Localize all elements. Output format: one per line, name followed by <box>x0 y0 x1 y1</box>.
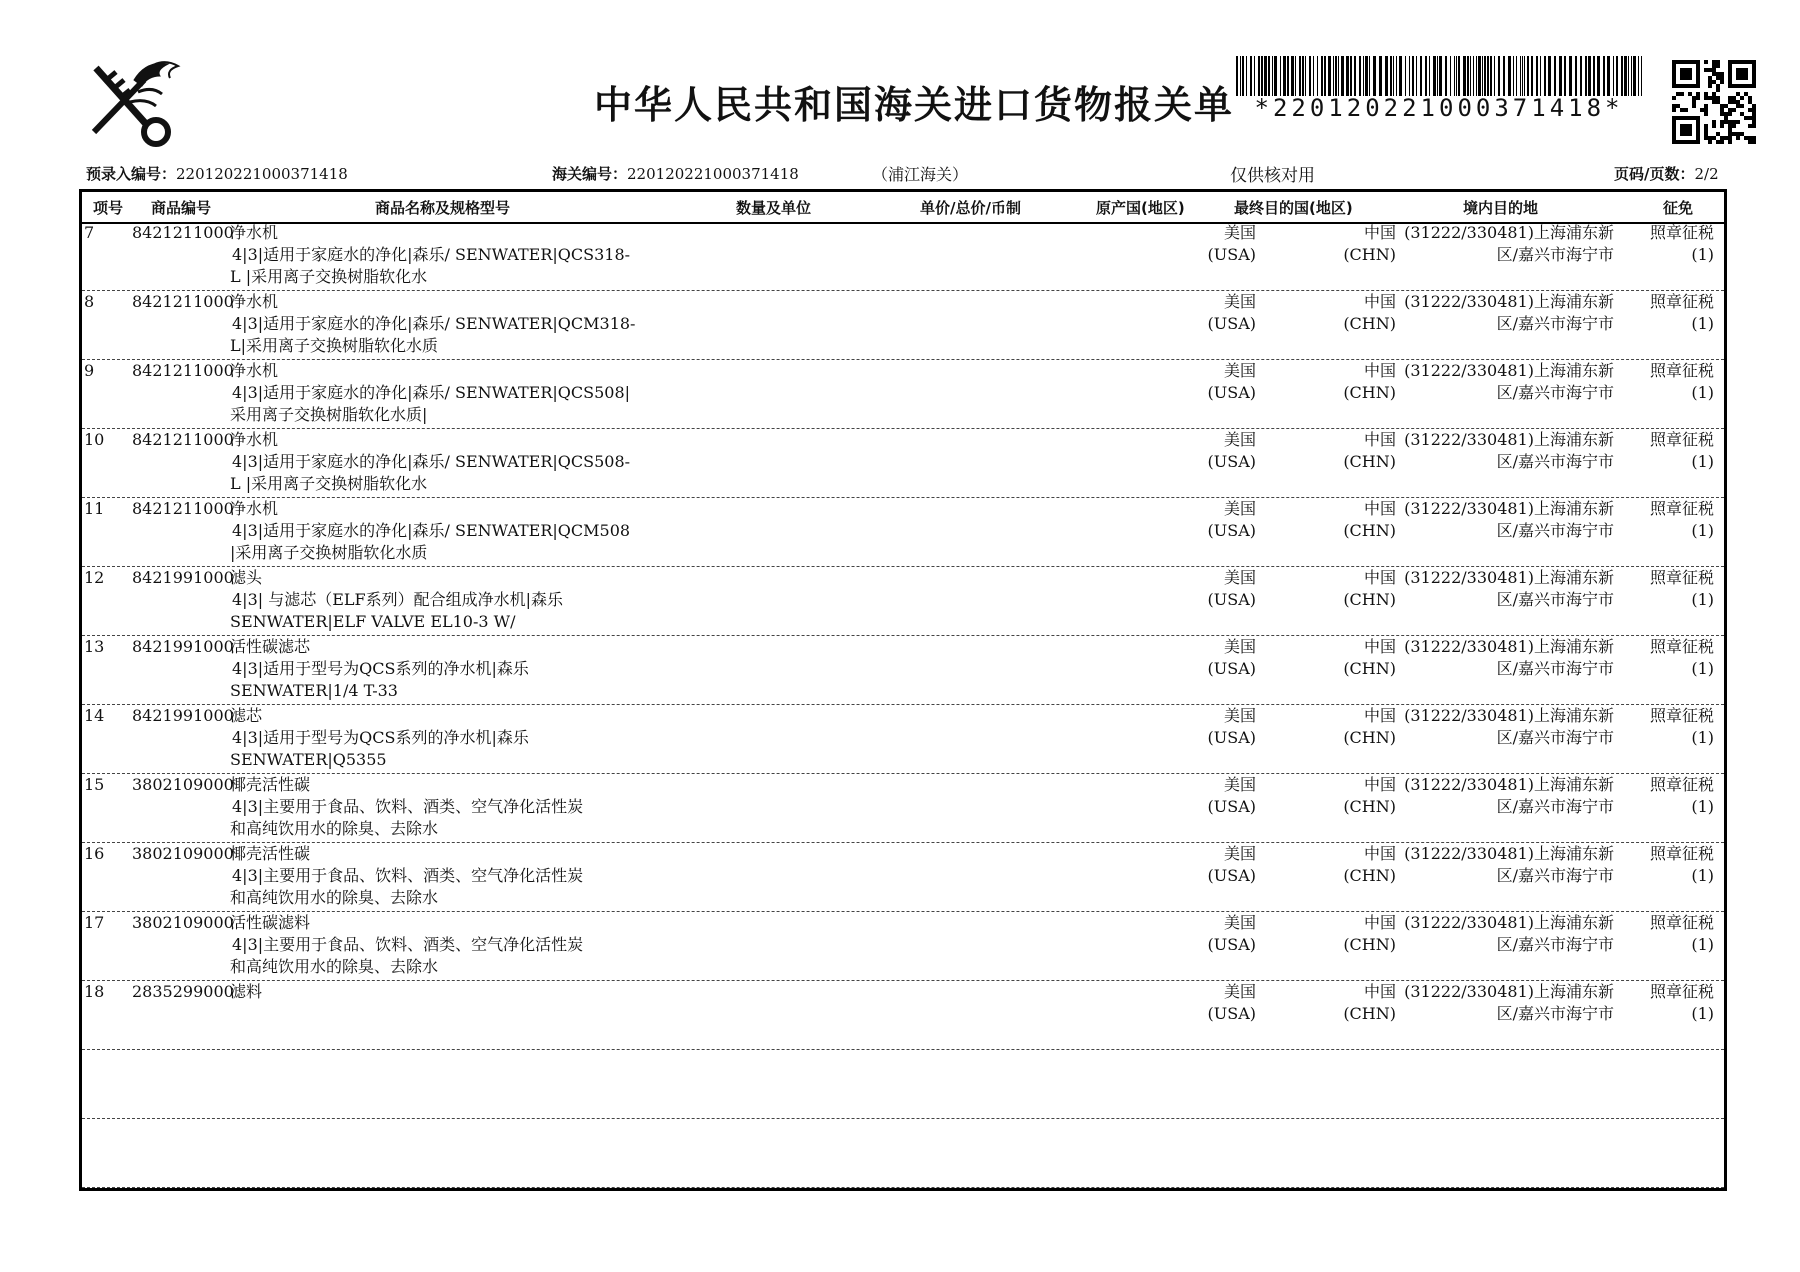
dest-line-2: 区/嘉兴市海宁市 <box>1496 590 1614 609</box>
levy-code: (1) <box>1691 797 1714 816</box>
origin-code: (USA) <box>1207 590 1256 609</box>
dest-line-2: 区/嘉兴市海宁市 <box>1496 245 1614 264</box>
table-row <box>82 843 1724 912</box>
hs-code: 3802109000 <box>132 775 234 794</box>
goods-spec <box>230 865 660 909</box>
origin-name: 美国 <box>1223 430 1256 449</box>
table-row <box>82 498 1724 567</box>
table-row <box>82 774 1724 843</box>
col-origin: 原产国(地区) <box>1096 199 1185 217</box>
levy-text: 照章征税 <box>1649 361 1714 380</box>
barcode-icon <box>1236 56 1642 96</box>
levy-mode <box>1617 429 1714 473</box>
final-name: 中国 <box>1363 637 1396 656</box>
spec-line-2: SENWATER|ELF VALVE EL10-3 W/ <box>230 612 516 631</box>
col-name-spec: 商品名称及规格型号 <box>375 199 511 217</box>
levy-code: (1) <box>1691 383 1714 402</box>
spec-line-2: SENWATER|1/4 T-33 <box>230 681 398 700</box>
final-code: (CHN) <box>1343 452 1396 471</box>
document-title: 中华人民共和国海关进口货物报关单 <box>594 83 1235 127</box>
goods-name: 滤芯 <box>230 706 263 725</box>
goods-name: 活性碳滤料 <box>230 913 311 932</box>
levy-mode <box>1617 498 1714 542</box>
origin-name: 美国 <box>1223 775 1256 794</box>
origin-name: 美国 <box>1223 568 1256 587</box>
dest-line-1: (31222/330481)上海浦东新 <box>1404 706 1614 725</box>
final-name: 中国 <box>1363 775 1396 794</box>
final-destination <box>1292 291 1396 335</box>
domestic-destination <box>1402 291 1614 335</box>
levy-mode <box>1617 567 1714 611</box>
empty-row <box>82 1050 1724 1119</box>
final-code: (CHN) <box>1343 314 1396 333</box>
final-code: (CHN) <box>1343 797 1396 816</box>
dest-line-2: 区/嘉兴市海宁市 <box>1496 521 1614 540</box>
goods-name: 净水机 <box>230 361 279 380</box>
col-final-dest: 最终目的国(地区) <box>1234 199 1353 217</box>
goods-spec <box>230 520 660 564</box>
item-no: 14 <box>84 706 105 725</box>
customs-label: 海关编号： <box>552 165 628 183</box>
spec-line-1: 4|3|适用于家庭水的净化|森乐/ SENWATER|QCM318- <box>232 314 636 333</box>
spec-line-1: 4|3|主要用于食品、饮料、酒类、空气净化活性炭 <box>232 866 584 885</box>
origin-country <box>1152 981 1256 1025</box>
levy-mode <box>1617 222 1714 266</box>
levy-code: (1) <box>1691 245 1714 264</box>
levy-text: 照章征税 <box>1649 706 1714 725</box>
item-no: 8 <box>84 292 95 311</box>
goods-name: 活性碳滤芯 <box>230 637 311 656</box>
origin-code: (USA) <box>1207 314 1256 333</box>
final-destination <box>1292 774 1396 818</box>
dest-line-2: 区/嘉兴市海宁市 <box>1496 935 1614 954</box>
spec-line-1: 4|3| 与滤芯（ELF系列）配合组成净水机|森乐 <box>232 590 564 609</box>
origin-name: 美国 <box>1223 361 1256 380</box>
goods-spec <box>230 658 660 702</box>
dest-line-1: (31222/330481)上海浦东新 <box>1404 568 1614 587</box>
goods-spec <box>230 589 660 633</box>
goods-spec <box>230 934 660 978</box>
domestic-destination <box>1402 843 1614 887</box>
final-destination <box>1292 222 1396 266</box>
item-no: 11 <box>84 499 105 518</box>
levy-text: 照章征税 <box>1649 775 1714 794</box>
origin-name: 美国 <box>1223 223 1256 242</box>
hs-code: 8421991000 <box>132 637 234 656</box>
dest-line-1: (31222/330481)上海浦东新 <box>1404 913 1614 932</box>
pre-entry-label: 预录入编号： <box>86 165 177 183</box>
spec-line-2: SENWATER|Q5355 <box>230 750 387 769</box>
col-levy: 征免 <box>1663 199 1694 217</box>
origin-name: 美国 <box>1223 637 1256 656</box>
origin-country <box>1152 705 1256 749</box>
origin-code: (USA) <box>1207 728 1256 747</box>
goods-spec <box>230 244 660 288</box>
table-header <box>82 192 1724 224</box>
final-name: 中国 <box>1363 361 1396 380</box>
spec-line-2: 和高纯饮用水的除臭、去除水 <box>230 957 439 976</box>
goods-name: 净水机 <box>230 223 279 242</box>
final-code: (CHN) <box>1343 866 1396 885</box>
goods-name: 净水机 <box>230 292 279 311</box>
col-qty-unit: 数量及单位 <box>736 199 812 217</box>
hs-code: 8421211000 <box>132 361 234 380</box>
qr-code-icon <box>1672 60 1756 144</box>
spec-line-2: 和高纯饮用水的除臭、去除水 <box>230 888 439 907</box>
goods-table <box>79 189 1727 1191</box>
page-label: 页码/页数： <box>1614 165 1695 183</box>
final-code: (CHN) <box>1343 590 1396 609</box>
goods-name: 净水机 <box>230 430 279 449</box>
levy-text: 照章征税 <box>1649 499 1714 518</box>
levy-text: 照章征税 <box>1649 844 1714 863</box>
empty-row <box>82 1119 1724 1188</box>
spec-line-1: 4|3|主要用于食品、饮料、酒类、空气净化活性炭 <box>232 935 584 954</box>
levy-text: 照章征税 <box>1649 913 1714 932</box>
item-no: 16 <box>84 844 105 863</box>
item-no: 13 <box>84 637 105 656</box>
origin-country <box>1152 498 1256 542</box>
spec-line-2: L|采用离子交换树脂软化水质 <box>230 336 439 355</box>
origin-code: (USA) <box>1207 797 1256 816</box>
origin-code: (USA) <box>1207 659 1256 678</box>
final-name: 中国 <box>1363 844 1396 863</box>
dest-line-2: 区/嘉兴市海宁市 <box>1496 728 1614 747</box>
final-name: 中国 <box>1363 223 1396 242</box>
origin-country <box>1152 774 1256 818</box>
domestic-destination <box>1402 567 1614 611</box>
levy-code: (1) <box>1691 521 1714 540</box>
pre-entry-number <box>86 163 348 184</box>
table-row <box>82 429 1724 498</box>
final-code: (CHN) <box>1343 521 1396 540</box>
domestic-destination <box>1402 774 1614 818</box>
levy-code: (1) <box>1691 590 1714 609</box>
levy-code: (1) <box>1691 1004 1714 1023</box>
origin-name: 美国 <box>1223 982 1256 1001</box>
hs-code: 2835299000 <box>132 982 234 1001</box>
spec-line-1: 4|3|适用于型号为QCS系列的净水机|森乐 <box>232 659 529 678</box>
final-name: 中国 <box>1363 982 1396 1001</box>
domestic-destination <box>1402 498 1614 542</box>
goods-spec <box>230 727 660 771</box>
levy-mode <box>1617 360 1714 404</box>
hs-code: 8421211000 <box>132 430 234 449</box>
table-row <box>82 912 1724 981</box>
item-no: 17 <box>84 913 105 932</box>
dest-line-2: 区/嘉兴市海宁市 <box>1496 383 1614 402</box>
item-no: 9 <box>84 361 95 380</box>
dest-line-2: 区/嘉兴市海宁市 <box>1496 866 1614 885</box>
levy-text: 照章征税 <box>1649 637 1714 656</box>
col-hs-code: 商品编号 <box>151 199 212 217</box>
spec-line-2: L |采用离子交换树脂软化水 <box>230 474 428 493</box>
page-indicator <box>1614 163 1719 184</box>
levy-code: (1) <box>1691 314 1714 333</box>
dest-line-1: (31222/330481)上海浦东新 <box>1404 637 1614 656</box>
spec-line-1: 4|3|适用于家庭水的净化|森乐/ SENWATER|QCS508- <box>232 452 631 471</box>
table-row <box>82 222 1724 291</box>
spec-line-2: |采用离子交换树脂软化水质 <box>230 543 428 562</box>
spec-line-2: L |采用离子交换树脂软化水 <box>230 267 428 286</box>
levy-mode <box>1617 636 1714 680</box>
goods-name: 椰壳活性碳 <box>230 775 311 794</box>
spec-line-1: 4|3|适用于家庭水的净化|森乐/ SENWATER|QCS508| <box>232 383 631 402</box>
page-value: 2/2 <box>1694 165 1719 183</box>
dest-line-1: (31222/330481)上海浦东新 <box>1404 775 1614 794</box>
goods-spec <box>230 451 660 495</box>
table-row <box>82 705 1724 774</box>
spec-line-2: 和高纯饮用水的除臭、去除水 <box>230 819 439 838</box>
table-row <box>82 981 1724 1050</box>
levy-text: 照章征税 <box>1649 568 1714 587</box>
final-name: 中国 <box>1363 706 1396 725</box>
customs-value: 220120221000371418 <box>627 165 799 183</box>
origin-name: 美国 <box>1223 913 1256 932</box>
origin-country <box>1152 291 1256 335</box>
final-destination <box>1292 912 1396 956</box>
spec-line-1: 4|3|主要用于食品、饮料、酒类、空气净化活性炭 <box>232 797 584 816</box>
dest-line-1: (31222/330481)上海浦东新 <box>1404 430 1614 449</box>
final-name: 中国 <box>1363 568 1396 587</box>
final-destination <box>1292 429 1396 473</box>
dest-line-1: (31222/330481)上海浦东新 <box>1404 292 1614 311</box>
final-name: 中国 <box>1363 913 1396 932</box>
origin-name: 美国 <box>1223 706 1256 725</box>
final-destination <box>1292 360 1396 404</box>
domestic-destination <box>1402 429 1614 473</box>
origin-code: (USA) <box>1207 935 1256 954</box>
final-code: (CHN) <box>1343 935 1396 954</box>
levy-mode <box>1617 843 1714 887</box>
origin-code: (USA) <box>1207 521 1256 540</box>
origin-code: (USA) <box>1207 383 1256 402</box>
spec-line-1: 4|3|适用于家庭水的净化|森乐/ SENWATER|QCS318- <box>232 245 631 264</box>
hs-code: 8421211000 <box>132 223 234 242</box>
final-destination <box>1292 567 1396 611</box>
table-row <box>82 291 1724 360</box>
origin-name: 美国 <box>1223 844 1256 863</box>
col-item-no: 项号 <box>93 199 124 217</box>
levy-code: (1) <box>1691 659 1714 678</box>
levy-text: 照章征税 <box>1649 982 1714 1001</box>
goods-spec <box>230 382 660 426</box>
origin-country <box>1152 222 1256 266</box>
final-code: (CHN) <box>1343 383 1396 402</box>
goods-name: 滤料 <box>230 982 263 1001</box>
hs-code: 3802109000 <box>132 913 234 932</box>
hs-code: 8421991000 <box>132 706 234 725</box>
col-domestic-dest: 境内目的地 <box>1463 199 1539 217</box>
origin-country <box>1152 429 1256 473</box>
levy-text: 照章征税 <box>1649 430 1714 449</box>
levy-code: (1) <box>1691 728 1714 747</box>
item-no: 12 <box>84 568 105 587</box>
item-no: 15 <box>84 775 105 794</box>
final-destination <box>1292 636 1396 680</box>
origin-name: 美国 <box>1223 292 1256 311</box>
final-name: 中国 <box>1363 499 1396 518</box>
origin-code: (USA) <box>1207 1004 1256 1023</box>
final-code: (CHN) <box>1343 659 1396 678</box>
origin-country <box>1152 843 1256 887</box>
domestic-destination <box>1402 360 1614 404</box>
spec-line-1: 4|3|适用于型号为QCS系列的净水机|森乐 <box>232 728 529 747</box>
levy-mode <box>1617 705 1714 749</box>
goods-spec <box>230 796 660 840</box>
item-no: 10 <box>84 430 105 449</box>
dest-line-2: 区/嘉兴市海宁市 <box>1496 659 1614 678</box>
hs-code: 8421211000 <box>132 292 234 311</box>
final-destination <box>1292 981 1396 1025</box>
barcode-number: *220120221000371418* <box>1254 94 1624 122</box>
final-code: (CHN) <box>1343 1004 1396 1023</box>
customs-emblem-icon <box>86 58 182 154</box>
levy-mode <box>1617 774 1714 818</box>
item-no: 7 <box>84 223 95 242</box>
table-row <box>82 636 1724 705</box>
domestic-destination <box>1402 222 1614 266</box>
final-name: 中国 <box>1363 292 1396 311</box>
levy-code: (1) <box>1691 452 1714 471</box>
final-code: (CHN) <box>1343 245 1396 264</box>
origin-country <box>1152 636 1256 680</box>
col-price: 单价/总价/币制 <box>920 199 1021 217</box>
goods-name: 椰壳活性碳 <box>230 844 311 863</box>
origin-country <box>1152 567 1256 611</box>
table-row <box>82 567 1724 636</box>
levy-text: 照章征税 <box>1649 223 1714 242</box>
dest-line-1: (31222/330481)上海浦东新 <box>1404 844 1614 863</box>
goods-spec <box>230 313 660 357</box>
table-row <box>82 360 1724 429</box>
final-name: 中国 <box>1363 430 1396 449</box>
hs-code: 8421211000 <box>132 499 234 518</box>
origin-code: (USA) <box>1207 866 1256 885</box>
domestic-destination <box>1402 636 1614 680</box>
origin-name: 美国 <box>1223 499 1256 518</box>
dest-line-1: (31222/330481)上海浦东新 <box>1404 982 1614 1001</box>
final-destination <box>1292 705 1396 749</box>
final-destination <box>1292 498 1396 542</box>
dest-line-1: (31222/330481)上海浦东新 <box>1404 223 1614 242</box>
domestic-destination <box>1402 705 1614 749</box>
goods-name: 净水机 <box>230 499 279 518</box>
dest-line-1: (31222/330481)上海浦东新 <box>1404 361 1614 380</box>
levy-mode <box>1617 291 1714 335</box>
dest-line-2: 区/嘉兴市海宁市 <box>1496 452 1614 471</box>
origin-country <box>1152 360 1256 404</box>
dest-line-1: (31222/330481)上海浦东新 <box>1404 499 1614 518</box>
levy-text: 照章征税 <box>1649 292 1714 311</box>
customs-office: （浦江海关） <box>872 165 969 184</box>
domestic-destination <box>1402 912 1614 956</box>
hs-code: 3802109000 <box>132 844 234 863</box>
levy-mode <box>1617 912 1714 956</box>
dest-line-2: 区/嘉兴市海宁市 <box>1496 797 1614 816</box>
final-code: (CHN) <box>1343 728 1396 747</box>
spec-line-2: 采用离子交换树脂软化水质| <box>230 405 428 424</box>
levy-code: (1) <box>1691 866 1714 885</box>
levy-code: (1) <box>1691 935 1714 954</box>
dest-line-2: 区/嘉兴市海宁市 <box>1496 1004 1614 1023</box>
dest-line-2: 区/嘉兴市海宁市 <box>1496 314 1614 333</box>
spec-line-1: 4|3|适用于家庭水的净化|森乐/ SENWATER|QCM508 <box>232 521 631 540</box>
verification-notice: 仅供核对用 <box>1230 166 1315 186</box>
final-destination <box>1292 843 1396 887</box>
pre-entry-value: 220120221000371418 <box>176 165 348 183</box>
origin-code: (USA) <box>1207 245 1256 264</box>
origin-country <box>1152 912 1256 956</box>
domestic-destination <box>1402 981 1614 1025</box>
goods-name: 滤头 <box>230 568 263 587</box>
levy-mode <box>1617 981 1714 1025</box>
item-no: 18 <box>84 982 105 1001</box>
hs-code: 8421991000 <box>132 568 234 587</box>
origin-code: (USA) <box>1207 452 1256 471</box>
customs-number <box>552 163 799 184</box>
